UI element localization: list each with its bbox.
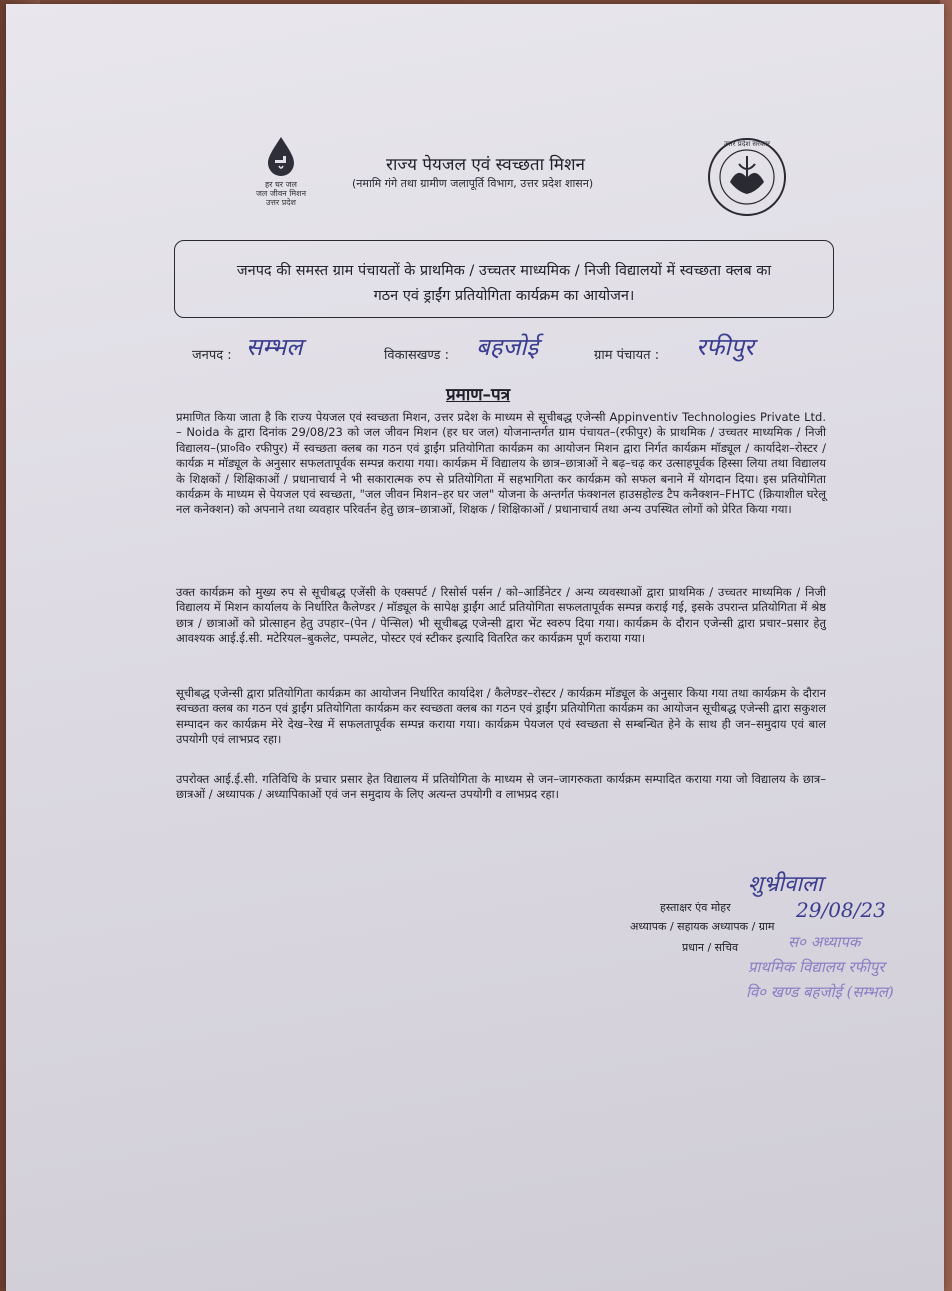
district-value: सम्भल [246,333,303,361]
handwritten-signature: शुभ्रीवाला [748,872,823,897]
mission-subtitle: (नमामि गंगे तथा ग्रामीण जलापूर्ति विभाग, उत्तर प्रदेश शासन) [352,177,594,190]
signatory-designation-2: प्रधान / सचिव [682,941,739,954]
block-label: विकासखण्ड : [384,348,450,363]
signature-date: 29/08/23 [796,898,886,922]
logo-line-2: जल जीवन मिशन [255,189,307,198]
certificate-paper [6,4,944,1291]
mission-title: राज्य पेयजल एवं स्वच्छता मिशन [386,155,585,175]
certificate-title: प्रमाण–पत्र [446,385,511,405]
subject-line-2: गठन एवं ड्राईंग प्रतियोगिता कार्यक्रम का आयोजन। [373,288,635,304]
paragraph-4: उपरोक्त आई.ई.सी. गतिविधि के प्रचार प्रसार हेत विद्यालय में प्रतियोगिता के माध्यम से जन–जागरुकता कार्यक्रम सम्पादित कराया गया जो विद्यालय के छात्र–छात्रओं / अध्यापक / अध्यापिकाओं एवं जन समुदाय के लिए अत्यन्त उपयोगी व लाभप्रद रहा। [176,772,826,802]
paragraph-2: उक्त कार्यक्रम को मुख्य रुप से सूचीबद्ध एजेंसी के एक्सपर्ट / रिसोर्स पर्सन / को–आर्डिनेटर / अन्य व्यवस्थाओं द्वारा प्राथमिक / उच्चतर माध्यमिक / निजी विद्यालय में मिशन कार्यालय के निर्धारित कैलेण्डर / मॉड्यूल के सापेक्ष ड्राईंग आर्ट प्रतियोगिता सफलतापूर्वक सम्पन्न कराई गई, इसके उपरान्त प्रतियोगिता में श्रेष्ठ छात्र / छात्राओं को प्रोत्साहन हेतु उपहार–(पेन / पेन्सिल) भी सूचीबद्ध एजेन्सी द्वारा भेंट स्वरुप दिया गया। कार्यक्रम के दौरान एजेन्सी द्वारा प्रचार–प्रसार हेतु आवश्यक आई.ई.सी. मटेरियल–बुकलेट, पम्पलेट, पोस्टर एवं स्टीकर इत्यादि वितरित कर कार्यक्रम पूर्ण कराया गया। [176,585,826,646]
panchayat-value: रफीपुर [696,333,754,361]
logo-line-3: उत्तर प्रदेश [266,198,296,207]
stamp-line-1: स० अध्यापक [788,933,861,951]
signature-label: हस्ताक्षर एंव मोहर [660,901,731,914]
block-value: बहजोई [476,333,539,361]
paragraph-1: प्रमाणित किया जाता है कि राज्य पेयजल एवं स्वच्छता मिशन, उत्तर प्रदेश के माध्यम से सूचीबद्ध एजेन्सी Appinventiv Technologies Private Ltd. – Noida के द्वारा दिनांक 29/08/23 को जल जीवन मिशन (हर घर जल) योजनान्तर्गत ग्राम पंचायत–(रफीपुर) के प्राथमिक / उच्चतर माध्यमिक / निजी विद्यालय–(प्रा०वि० रफीपुर) में स्वच्छता क्लब का गठन एवं ड्राईंग प्रतियोगिता कार्यक्रम का आयोजन मिशन द्वारा निर्गत कार्यक्रम मॉड्यूल / कार्यादेश–रोस्टर / कार्यक्र म मॉड्यूल के अनुसार सफलतापूर्वक सम्पन्न कराया गया। कार्यक्रम में विद्यालय के छात्र–छात्राओं ने बढ़–चढ़ कर उत्साहपूर्वक हिस्सा लिया तथा विद्यालय के शिक्षकों / शिक्षिकाओं / प्रधानाचार्य ने भी सकारात्मक रुप से प्रतियोगिता में सहभागिता कर कार्यक्रम को सफल बनाने में योगदान दिया। इस प्रतियोगिता कार्यक्रम के माध्यम से पेयजल एवं स्वच्छता, "जल जीवन मिशन–हर घर जल" योजना के अन्तर्गत फंक्शनल हाउसहोल्ड टैप कनैक्शन–FHTC (क्रियाशील घरेलू नल कनेक्शन) को अपनाने तथा व्यवहार परिवर्तन हेतु छात्र–छात्राओं, शिक्षक / शिक्षिकाओं / प्रधानाचार्य तथा अन्य उपस्थित लोगों को प्रेरित किया गया। [176,410,826,517]
logo-line-1: हर घर जल [265,180,297,189]
subject-line-1: जनपद की समस्त ग्राम पंचायतों के प्राथमिक / उच्चतर माध्यमिक / निजी विद्यालयों में स्वच्छता क्लब का [236,263,772,279]
signatory-designation: अध्यापक / सहायक अध्यापक / ग्राम [630,920,775,933]
stamp-line-3: वि० खण्ड बहजोई (सम्भल) [746,983,894,1001]
emblem-text: उत्तर प्रदेश सरकार [723,140,771,148]
water-drop-icon [266,136,296,176]
stamp-line-2: प्राथमिक विद्यालय रफीपुर [748,958,885,976]
paragraph-3: सूचीबद्ध एजेन्सी द्वारा प्रतियोगिता कार्यक्रम का आयोजन निर्धारित कार्यादेश / कैलेण्डर–रोस्टर / कार्यक्रम मॉड्यूल के अनुसार किया गया तथा कार्यक्रम के दौरान स्वच्छता क्लब का गठन एवं ड्राईंग प्रतियोगिता कार्यक्रम कर स्वच्छता क्लब का गठन एवं ड्राईंग प्रतियोगिता कार्यक्रम का आयोजन सूचीबद्ध एजेन्सी द्वारा सकुशल सम्पादन कर कार्यक्रम मेरे देख–रेख में सफलतापूर्वक सम्पन्न कराया गया। कार्यक्रम पेयजल एवं स्वच्छता से सम्बन्धित हेने के साथ ही जन–समुदाय एवं बाल उपयोगी एवं लाभप्रद रहा। [176,686,826,747]
up-government-emblem [706,134,788,220]
district-label: जनपद : [192,348,232,363]
jal-jeevan-mission-logo [246,136,316,211]
panchayat-label: ग्राम पंचायत : [594,348,660,363]
